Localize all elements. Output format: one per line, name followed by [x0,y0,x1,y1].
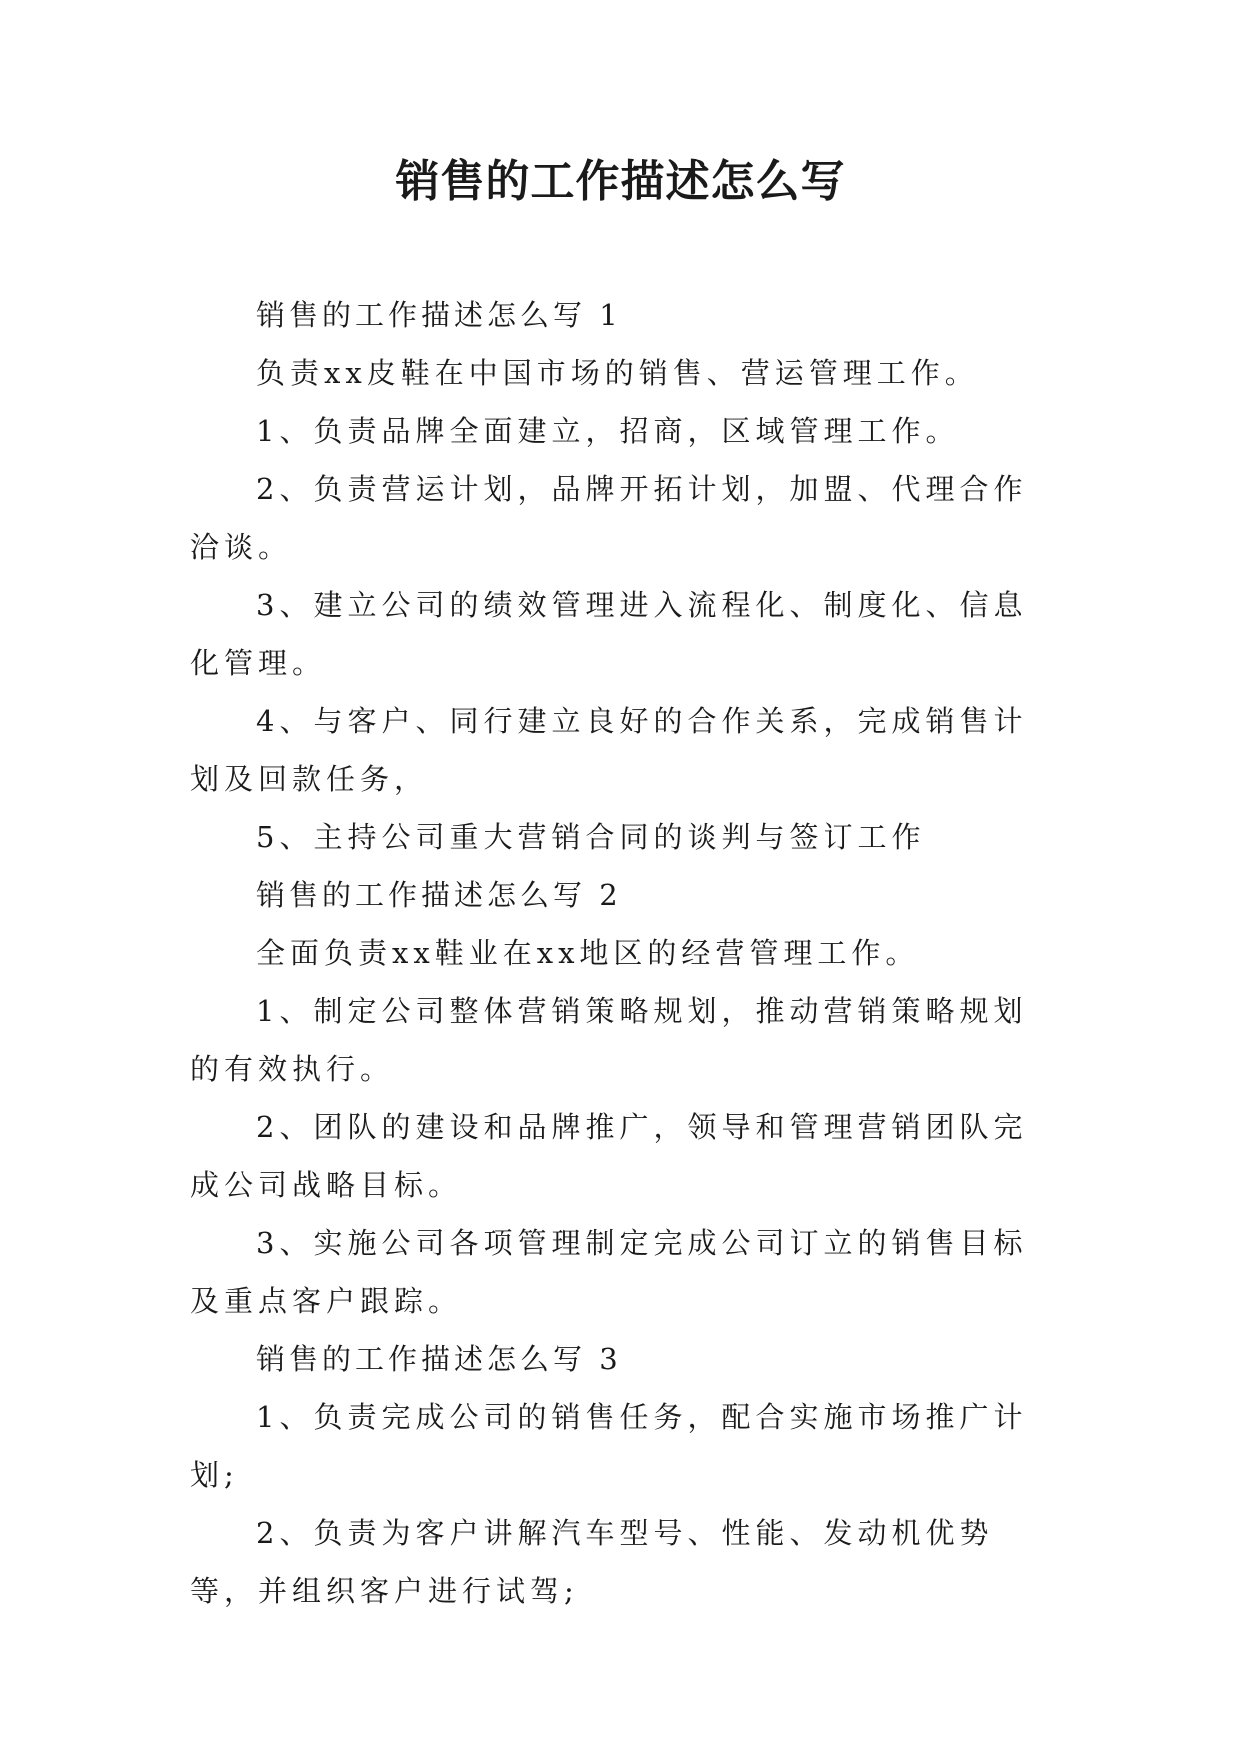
list-item: 1、制定公司整体营销策略规划，推动营销策略规划的有效执行。 [190,994,1028,1086]
list-item: 3、建立公司的绩效管理进入流程化、制度化、信息化管理。 [190,588,1028,680]
list-item: 2、负责营运计划，品牌开拓计划，加盟、代理合作洽谈。 [190,472,1028,564]
paragraph: 负责xx皮鞋在中国市场的销售、营运管理工作。 [256,356,979,390]
list-item: 1、负责品牌全面建立，招商，区域管理工作。 [256,414,960,448]
list-item: 4、与客户、同行建立良好的合作关系，完成销售计划及回款任务， [190,704,1028,796]
list-item: 2、负责为客户讲解汽车型号、性能、发动机优势等，并组织客户进行试驾; [190,1516,994,1608]
list-item: 5、主持公司重大营销合同的谈判与签订工作 [256,820,926,854]
list-item: 1、负责完成公司的销售任务，配合实施市场推广计划; [190,1400,1028,1492]
section-heading-1: 销售的工作描述怎么写 1 [256,298,622,332]
list-item: 2、团队的建设和品牌推广，领导和管理营销团队完成公司战略目标。 [190,1110,1028,1202]
document-title: 销售的工作描述怎么写 [395,156,846,207]
paragraph: 全面负责xx鞋业在xx地区的经营管理工作。 [256,936,920,970]
section-heading-3: 销售的工作描述怎么写 3 [256,1342,622,1376]
list-item: 3、实施公司各项管理制定完成公司订立的销售目标及重点客户跟踪。 [190,1226,1028,1318]
document-body [190,286,1050,1620]
section-heading-2: 销售的工作描述怎么写 2 [256,878,622,912]
